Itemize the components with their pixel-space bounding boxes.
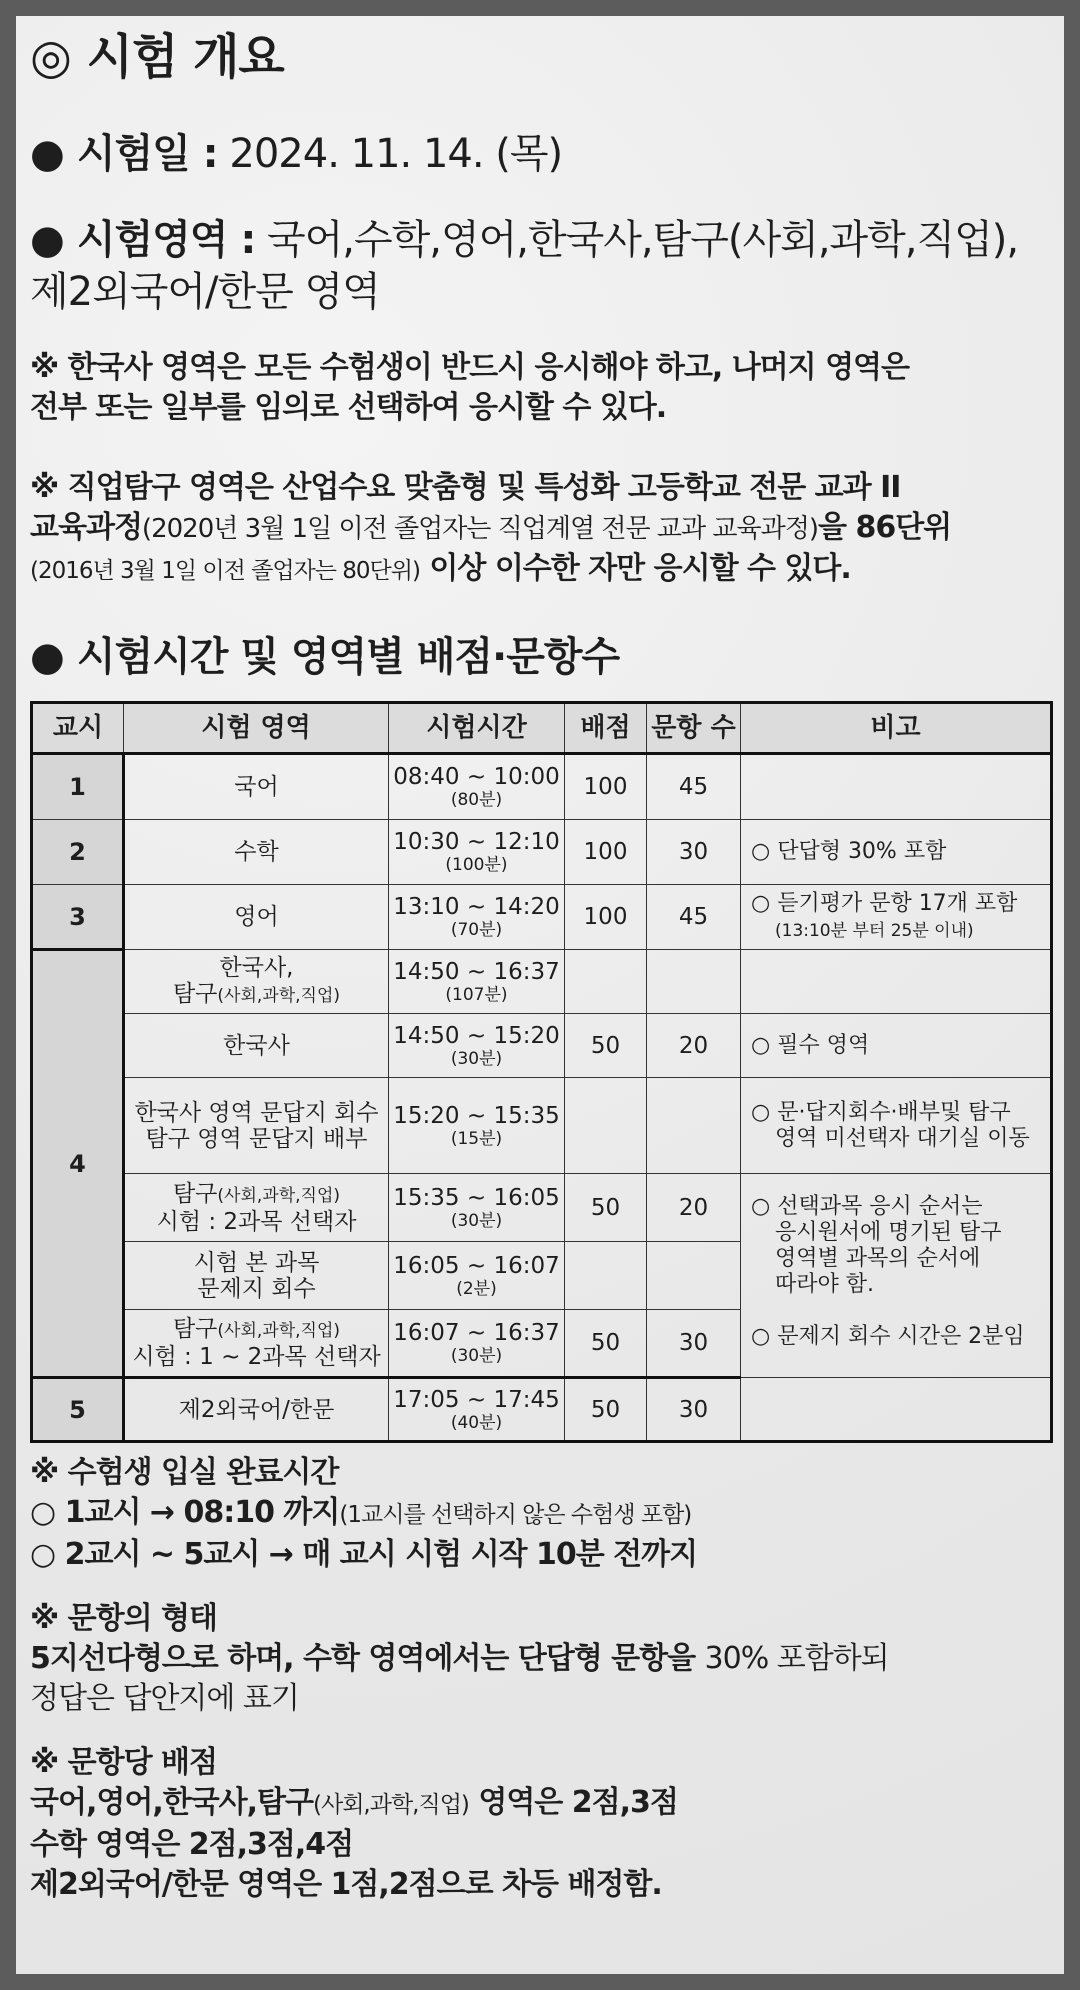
table-row: 탐구(사회,과학,직업) 시험 : 1 ~ 2과목 선택자 16:07 ~ 16:37 (30분) 50 30 (32, 1310, 1052, 1378)
table-row: 1 국어 08:40 ~ 10:00 (80분) 100 45 (32, 754, 1052, 820)
table-row: 3 영어 13:10 ~ 14:20 (70분) 100 45 ○ 듣기평가 문항 17개 포함 (13:10분 부터 25분 이내) (32, 885, 1052, 950)
table-header-row (32, 703, 1052, 754)
header-area: 시험 영역 (124, 703, 389, 754)
header-note: 비고 (741, 703, 1052, 754)
table-row: 한국사 영역 문답지 회수 탐구 영역 문답지 배부 15:20 ~ 15:35 (15분) ○ 문·답지회수·배부및 탐구 영역 미선택자 대기실 이동 (32, 1078, 1052, 1174)
exam-overview-panel (16, 16, 1064, 1974)
points-section: ※ 문항당 배점 국어,영어,한국사,탐구(사회,과학,직업) 영역은 2점,3점 수학 영역은 2점,3점,4점 제2외국어/한문 영역은 1점,2점으로 차등 배정함. (30, 1745, 678, 1902)
header-count: 문항 수 (647, 703, 741, 754)
header-time: 시험시간 (389, 703, 565, 754)
schedule-table (30, 701, 1053, 1443)
table-row: 탐구(사회,과학,직업) 시험 : 2과목 선택자 15:35 ~ 16:05 (30분) 50 20 ○ 선택과목 응시 순서는 응시원서에 명기된 탐구 영역별 과목의 순서에 따라야 함. ○ 문제지 회수 시간은 2분임 (32, 1174, 1052, 1242)
note-korean-history: ※ 한국사 영역은 모든 수험생이 반드시 응시해야 하고, 나머지 영역은 전부 또는 일부를 임의로 선택하여 응시할 수 있다. (30, 350, 910, 425)
table-row: 2 수학 10:30 ~ 12:10 (100분) 100 30 ○ 단답형 30% 포함 (32, 820, 1052, 885)
page-title: ◎ 시험 개요 (30, 29, 284, 85)
table-row: 4 한국사, 탐구(사회,과학,직업) 14:50 ~ 16:37 (107분) (32, 950, 1052, 1014)
table-row: 5 제2외국어/한문 17:05 ~ 17:45 (40분) 50 30 (32, 1378, 1052, 1442)
schedule-heading: ● 시험시간 및 영역별 배점·문항수 (30, 634, 620, 680)
note-vocational: ※ 직업탐구 영역은 산업수요 맞춤형 및 특성화 고등학교 전문 교과 II 교육과정(2020년 3월 1일 이전 졸업자는 직업계열 전문 교과 교육과정)을 86단위 (2016년 3월 1일 이전 졸업자는 80단위) 이상 이수한 자만 응시할 수 있다. (30, 470, 952, 586)
entry-time-section: ※ 수험생 입실 완료시간 ○ 1교시 → 08:10 까지(1교시를 선택하지 않은 수험생 포함) ○ 2교시 ~ 5교시 → 매 교시 시험 시작 10분 전까지 (30, 1455, 698, 1572)
header-period: 교시 (32, 703, 124, 754)
header-score: 배점 (565, 703, 647, 754)
question-form-section: ※ 문항의 형태 5지선다형으로 하며, 수학 영역에서는 단답형 문항을 30% 포함하되 정답은 답안지에 표기 (30, 1601, 889, 1716)
table-row: 시험 본 과목 문제지 회수 16:05 ~ 16:07 (2분) (32, 1242, 1052, 1310)
exam-areas: ● 시험영역 : 국어,수학,영어,한국사,탐구(사회,과학,직업), 제2외국어/한문 영역 (30, 217, 1019, 315)
exam-date: ● 시험일 : 2024. 11. 14. (목) (30, 131, 563, 177)
table-row: 한국사 14:50 ~ 15:20 (30분) 50 20 ○ 필수 영역 (32, 1014, 1052, 1078)
